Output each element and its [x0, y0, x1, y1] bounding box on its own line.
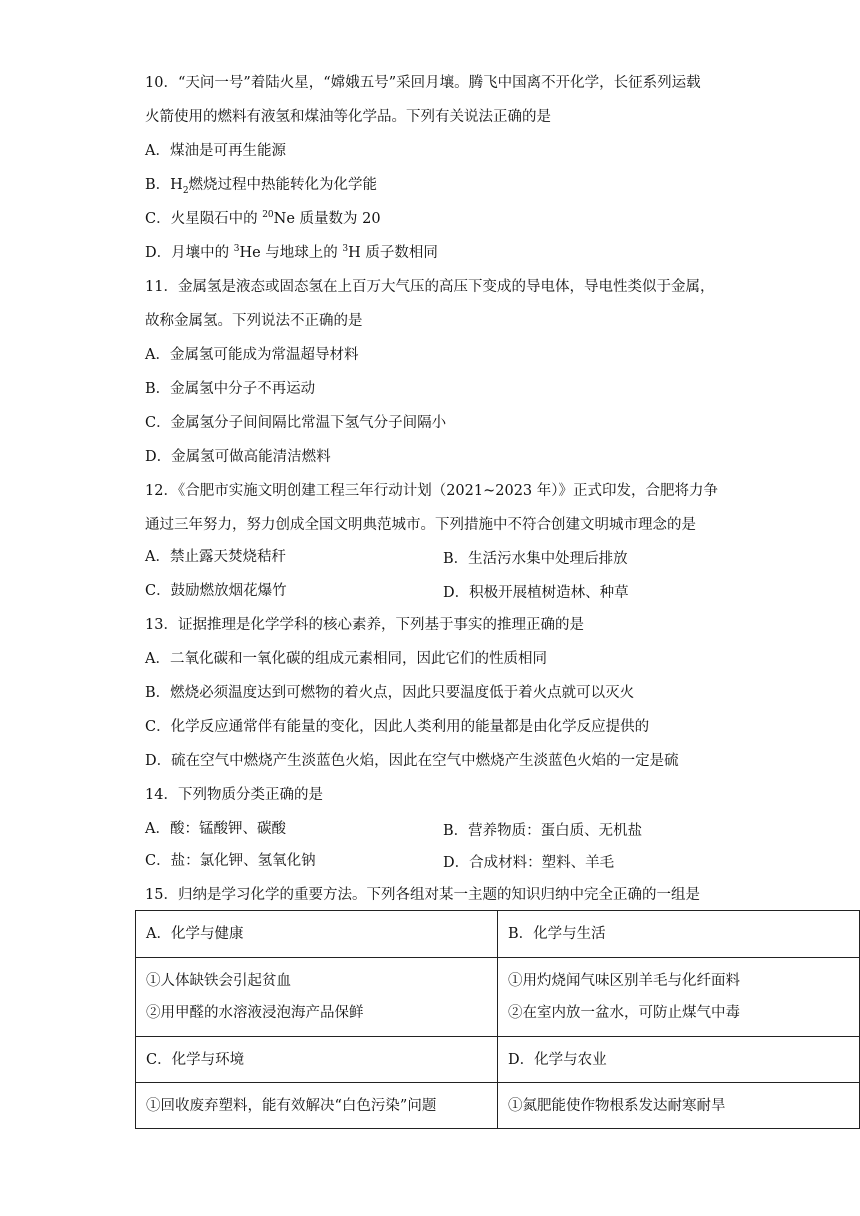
q13-option-b: B．燃烧必须温度达到可燃物的着火点，因此只要温度低于着火点就可以灭火	[145, 685, 635, 701]
q12-option-d: D．积极开展植树造林、种草	[443, 585, 629, 601]
q11-stem-line1: 11．金属氢是液态或固态氢在上百万大气压的高压下变成的导电体，导电性类似于金属，	[145, 279, 715, 295]
q14-option-a: A．酸：锰酸钾、碳酸	[145, 821, 286, 837]
q10-stem-line1: 10．“天问一号”着陆火星，“嫦娥五号”采回月壤。腾飞中国离不开化学，长征系列运载	[145, 75, 701, 91]
q15-a-header: A．化学与健康	[136, 911, 498, 958]
q15-b-content	[498, 958, 860, 1037]
q10-option-a: A．煤油是可再生能源	[145, 143, 286, 159]
q14-option-d: D．合成材料：塑料、羊毛	[443, 855, 615, 871]
q10-option-b-subscript: 2	[182, 185, 189, 196]
q13-option-a: A．二氧化碳和一氧化碳的组成元素相同，因此它们的性质相同	[145, 651, 547, 667]
q11-option-d: D．金属氢可做高能清洁燃料	[145, 449, 331, 465]
q10-option-c-superscript: 20	[262, 210, 274, 221]
q15-b-item-2: ②在室内放一盆水，可防止煤气中毒	[508, 1005, 740, 1021]
q15-stem: 15．归纳是学习化学的重要方法。下列各组对某一主题的知识归纳中完全正确的一组是	[145, 887, 700, 903]
q12-option-a: A．禁止露天焚烧秸秆	[145, 549, 286, 565]
q15-c-header: C．化学与环境	[136, 1037, 498, 1083]
q10-option-d-pre: D．月壤中的	[145, 245, 234, 261]
table-row	[136, 1083, 860, 1129]
q10-stem-line2: 火箭使用的燃料有液氢和煤油等化学品。下列有关说法正确的是	[145, 109, 551, 125]
q12-option-c: C．鼓励燃放烟花爆竹	[145, 583, 287, 599]
q13-option-c: C．化学反应通常伴有能量的变化，因此人类利用的能量都是由化学反应提供的	[145, 719, 650, 735]
q12-stem-line2: 通过三年努力，努力创成全国文明典范城市。下列措施中不符合创建文明城市理念的是	[145, 517, 696, 533]
q10-option-d-mid: He 与地球上的	[239, 245, 343, 261]
q14-option-b: B．营养物质：蛋白质、无机盐	[443, 823, 643, 839]
table-row	[136, 911, 860, 958]
q15-b-header: B．化学与生活	[498, 911, 860, 958]
table-row	[136, 958, 860, 1037]
q13-stem: 13．证据推理是化学学科的核心素养，下列基于事实的推理正确的是	[145, 617, 584, 633]
q15-d-item-1: ①氮肥能使作物根系发达耐寒耐旱	[498, 1083, 860, 1129]
table-row	[136, 1037, 860, 1083]
q12-stem-line1: 12．《合肥市实施文明创建工程三年行动计划（2021~2023 年）》正式印发，合肥将力争	[145, 483, 719, 499]
q15-c-item-1: ①回收废弃塑料，能有效解决“白色污染”问题	[136, 1083, 498, 1129]
q10-option-c-post: Ne 质量数为 20	[273, 211, 381, 227]
q14-stem: 14．下列物质分类正确的是	[145, 787, 323, 803]
q10-option-d-superscript-h: 3	[342, 244, 349, 255]
q11-option-b: B．金属氢中分子不再运动	[145, 381, 316, 397]
q15-d-header: D．化学与农业	[498, 1037, 860, 1083]
q10-option-d-post: H 质子数相同	[348, 245, 438, 261]
q10-option-d	[145, 243, 438, 263]
q10-option-c-pre: C．火星陨石中的	[145, 211, 263, 227]
q11-option-a: A．金属氢可能成为常温超导材料	[145, 347, 359, 363]
q10-option-b	[145, 175, 377, 195]
q10-option-c	[145, 209, 381, 229]
q13-option-d: D．硫在空气中燃烧产生淡蓝色火焰，因此在空气中燃烧产生淡蓝色火焰的一定是硫	[145, 753, 679, 769]
q15-a-item-1: ①人体缺铁会引起贫血	[146, 973, 291, 989]
q12-option-b: B．生活污水集中处理后排放	[443, 551, 628, 567]
q11-option-c: C．金属氢分子间间隔比常温下氢气分子间隔小	[145, 415, 447, 431]
q15-a-item-2: ②用甲醛的水溶液浸泡海产品保鲜	[146, 1005, 364, 1021]
q15-a-content	[136, 958, 498, 1037]
q15-options-table	[135, 910, 860, 1129]
q11-stem-line2: 故称金属氢。下列说法不正确的是	[145, 313, 363, 329]
q10-option-b-post: 燃烧过程中热能转化为化学能	[188, 177, 378, 193]
q15-b-item-1: ①用灼烧闻气味区别羊毛与化纤面料	[508, 973, 740, 989]
q10-option-d-superscript-he: 3	[233, 244, 240, 255]
q10-option-b-pre: B．H	[145, 177, 183, 193]
q14-option-c: C．盐：氯化钾、氢氧化钠	[145, 853, 316, 869]
